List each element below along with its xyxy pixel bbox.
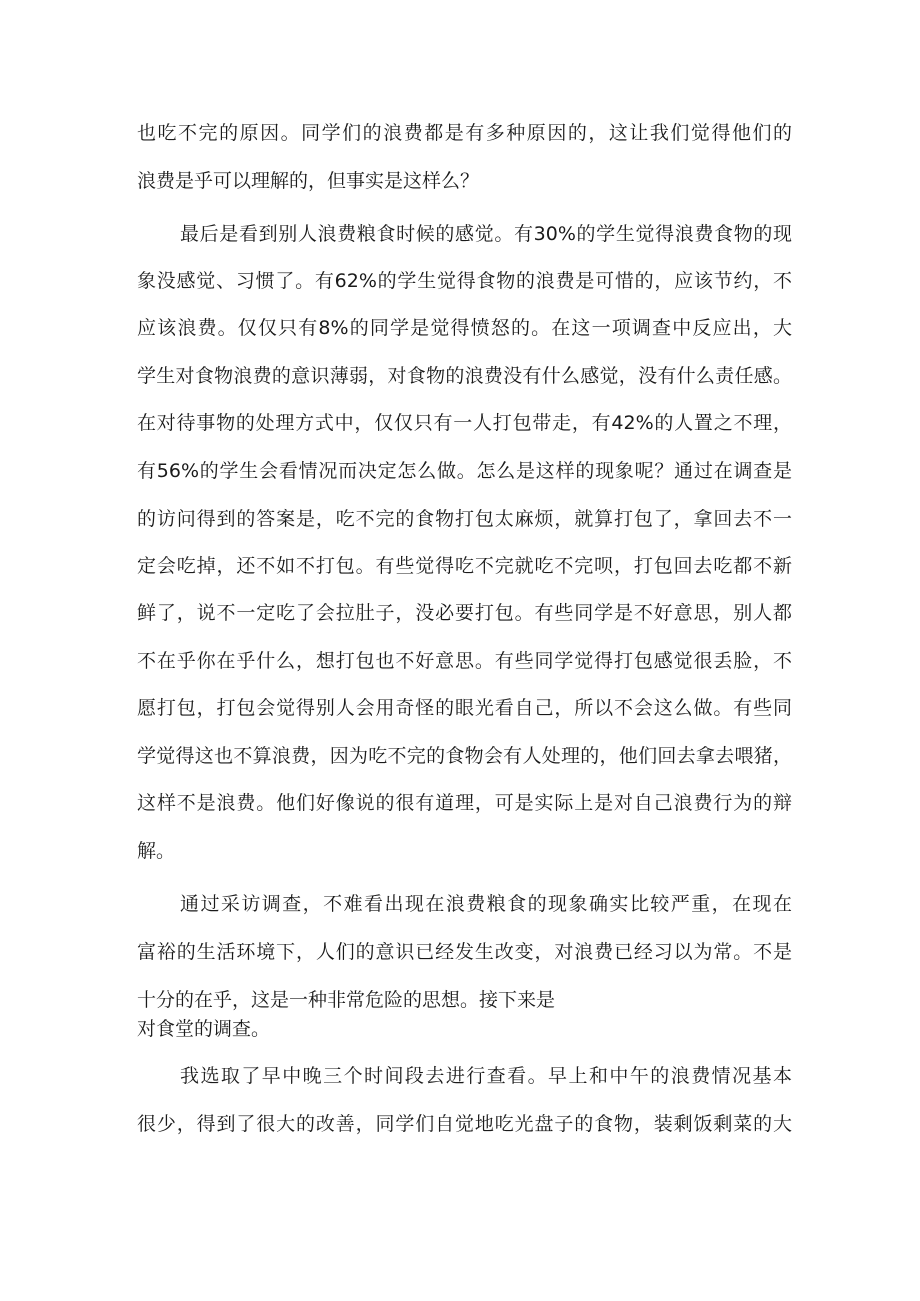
text-line: 富裕的生活环境下，人们的意识已经发生改变，对浪费已经习以为常。不是 <box>137 941 792 963</box>
text-line: 我选取了早中晚三个时间段去进行查看。早上和中午的浪费情况基本 <box>180 1065 792 1087</box>
text-line: 通过采访调查，不难看出现在浪费粮食的现象确实比较严重，在现在 <box>180 893 792 915</box>
text-line: 学觉得这也不算浪费，因为吃不完的食物会有人处理的，他们回去拿去喂猪， <box>137 745 792 767</box>
text-line: 有56%的学生会看情况而决定怎么做。怎么是这样的现象呢？通过在调查是 <box>137 460 792 482</box>
text-line: 应该浪费。仅仅只有8%的同学是觉得愤怒的。在这一项调查中反应出，大 <box>137 317 792 339</box>
text-line: 这样不是浪费。他们好像说的很有道理，可是实际上是对自己浪费行为的辩 <box>137 792 792 814</box>
text-line: 象没感觉、习惯了。有62%的学生觉得食物的浪费是可惜的，应该节约，不 <box>137 270 792 292</box>
text-line: 在对待事物的处理方式中，仅仅只有一人打包带走，有42%的人置之不理， <box>137 412 792 434</box>
text-line: 学生对食物浪费的意识薄弱，对食物的浪费没有什么感觉，没有什么责任感。 <box>137 365 792 387</box>
text-line: 十分的在乎，这是一种非常危险的思想。接下来是 <box>137 989 556 1011</box>
text-line: 不在乎你在乎什么，想打包也不好意思。有些同学觉得打包感觉很丢脸，不 <box>137 650 792 672</box>
text-line: 鲜了，说不一定吃了会拉肚子，没必要打包。有些同学是不好意思，别人都 <box>137 602 792 624</box>
text-line: 对食堂的调查。 <box>137 1018 271 1040</box>
text-line: 最后是看到别人浪费粮食时候的感觉。有30%的学生觉得浪费食物的现 <box>180 223 792 245</box>
text-line: 很少，得到了很大的改善，同学们自觉地吃光盘子的食物，装剩饭剩菜的大 <box>137 1113 792 1135</box>
text-line: 也吃不完的原因。同学们的浪费都是有多种原因的，这让我们觉得他们的 <box>137 122 792 144</box>
text-line: 浪费是乎可以理解的，但事实是这样么？ <box>137 170 480 192</box>
text-line: 愿打包，打包会觉得别人会用奇怪的眼光看自己，所以不会这么做。有些同 <box>137 697 792 719</box>
text-line: 解。 <box>137 840 176 862</box>
text-line: 的访问得到的答案是，吃不完的食物打包太麻烦，就算打包了，拿回去不一 <box>137 508 792 530</box>
text-line: 定会吃掉，还不如不打包。有些觉得吃不完就吃不完呗，打包回去吃都不新 <box>137 555 792 577</box>
